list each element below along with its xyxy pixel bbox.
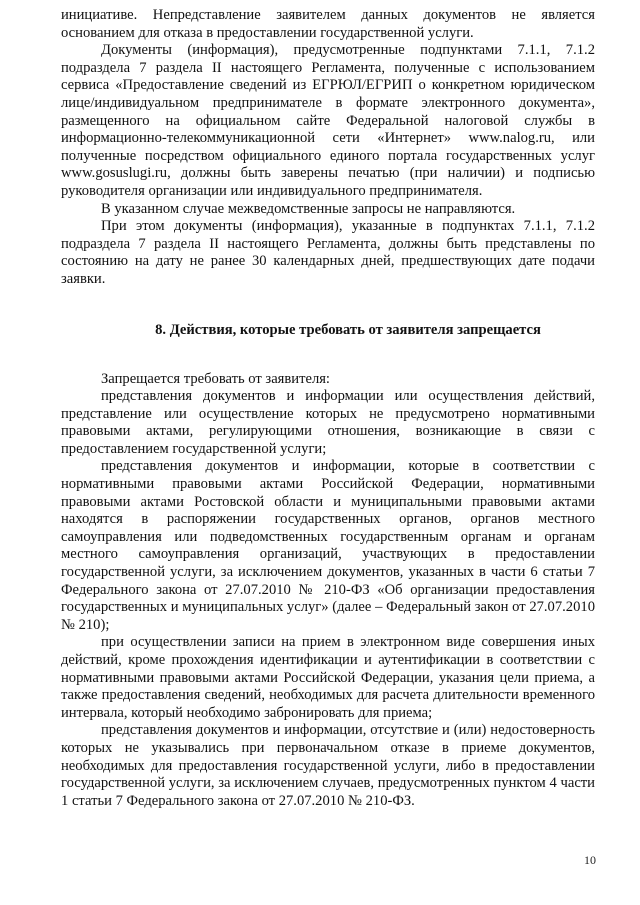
paragraphs-before xyxy=(61,7,595,289)
section-title: 8. Действия, которые требовать от заявителя запрещается xyxy=(155,321,541,338)
paragraph: Запрещается требовать от заявителя: xyxy=(101,370,330,387)
paragraph: Документы (информация), предусмотренные подпунктами 7.1.1, 7.1.2 подраздела 7 раздела II настоящего Регламента, полученные с использованием сервиса «Предоставление сведений из ЕГРЮЛ/ЕГРИП о конкретном юридическом лице/индивидуальном предпринимателе в формате электронного документа», размещенного на официальном сайте Федеральной налоговой службы в информационно-телекоммуникационной сети «Интернет» www.nalog.ru, или полученные посредством официального единого портала государственных услуг www.gosuslugi.ru, должны быть заверены печатью (при наличии) и подписью руководителя организации или индивидуального предпринимателя. xyxy=(61,42,595,199)
paragraph: при осуществлении записи на прием в электронном виде совершения иных действий, кроме прохождения идентификации и аутентификации в соответствии с нормативными правовыми актами Российской Федерации, указания цели приема, а также предоставления сведений, необходимых для расчета длительности временного интервала, который необходимо забронировать для приема; xyxy=(61,634,595,721)
document-page xyxy=(61,7,595,810)
paragraphs-after xyxy=(61,371,595,811)
page-number: 10 xyxy=(584,853,596,867)
paragraph: представления документов и информации, которые в соответствии с нормативными правовыми актами Российской Федерации, нормативными правовыми актами Ростовской области и муниципальными правовыми актами находятся в распоряжении государственных органов, органов местного самоуправления или подведомственных государственным органам и органам местного самоуправления организаций, участвующих в предоставлении государственной услуги, за исключением документов, указанных в части 6 статьи 7 Федерального закона от 27.07.2010 № 210-ФЗ «Об организации предоставления государственных и муниципальных услуг» (далее – Федеральный закон от 27.07.2010 № 210); xyxy=(61,458,595,633)
paragraph: представления документов и информации, отсутствие и (или) недостоверность которых не указывались при первоначальном отказе в приеме документов, необходимых для предоставления государственной услуги, либо в предоставлении государственной услуги, за исключением случаев, предусмотренных пунктом 4 части 1 статьи 7 Федерального закона от 27.07.2010 № 210-ФЗ. xyxy=(61,722,595,809)
paragraph: При этом документы (информация), указанные в подпунктах 7.1.1, 7.1.2 подраздела 7 раздела II настоящего Регламента, должны быть представлены по состоянию на дату не ранее 30 календарных дней, предшествующих дате подачи заявки. xyxy=(61,218,595,287)
paragraph: инициативе. Непредставление заявителем данных документов не является основанием для отказа в предоставлении государственной услуги. xyxy=(61,7,595,41)
paragraph: В указанном случае межведомственные запросы не направляются. xyxy=(101,200,516,217)
paragraph: представления документов и информации или осуществления действий, представление или осуществление которых не предусмотрено нормативными правовыми актами, регулирующими отношения, возникающие в связи с предоставлением государственной услуги; xyxy=(61,388,595,457)
